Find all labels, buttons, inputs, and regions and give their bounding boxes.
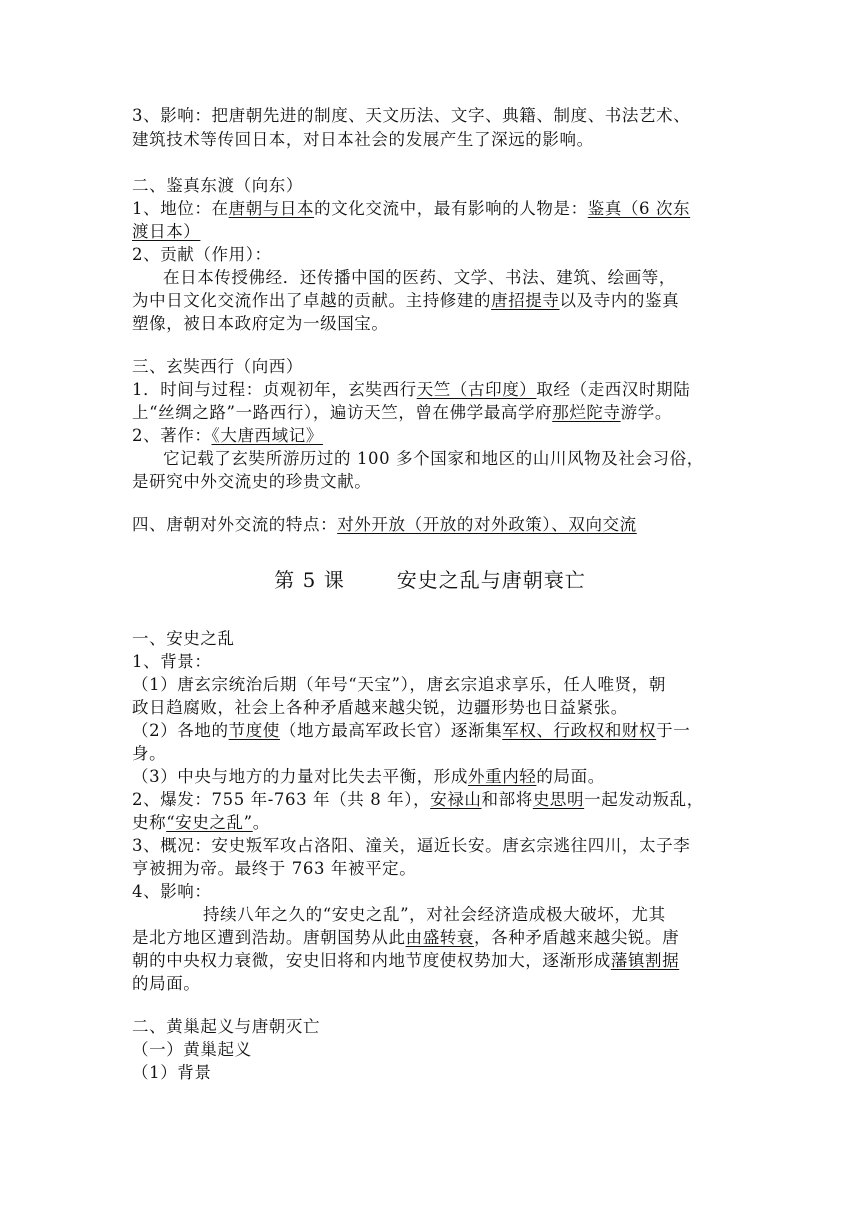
text-line: 建筑技术等传回日本，对日本社会的发展产生了深远的影响。 — [132, 130, 594, 149]
text: 1、地位：在 — [132, 199, 229, 218]
text-line: （1）背景 — [132, 1063, 212, 1082]
text: 四、唐朝对外交流的特点： — [132, 515, 338, 534]
underlined-term: 天竺（古印度） — [416, 380, 537, 399]
underlined-term: 外重内轻 — [468, 767, 537, 786]
text: 1．时间与过程：贞观初年，玄奘西行 — [132, 380, 417, 399]
text-line: 是研究中外交流史的珍贵文献。 — [132, 472, 372, 491]
text-line — [132, 401, 732, 424]
text: 为中日文化交流作出了卓越的贡献。主持修建的 — [132, 291, 492, 310]
text: 的文化交流中，最有影响的人物是： — [314, 199, 588, 218]
text: （3）中央与地方的力量对比失去平衡，形成 — [132, 767, 468, 786]
text-line: 3、概况：安史叛军攻占洛阳、潼关，逼近长安。唐玄宗逃往四川，太子李 — [132, 836, 691, 855]
text-line: 在日本传授佛经．还传播中国的医药、文学、书法、建筑、绘画等， — [163, 268, 676, 287]
underlined-term: 藩镇割据 — [610, 951, 680, 970]
text: 以及寺内的鉴真 — [559, 291, 680, 310]
text-line — [132, 378, 732, 401]
underlined-term: 由盛转衰 — [405, 928, 475, 947]
text-line — [132, 197, 732, 220]
underlined-term: 史思明 — [532, 790, 585, 809]
text: 史称 — [132, 813, 167, 832]
text-line — [132, 788, 732, 811]
text: 是北方地区遭到浩劫。唐朝国势从此 — [132, 928, 406, 947]
text: 。 — [252, 813, 270, 832]
text: 游学。 — [620, 403, 672, 422]
underlined-term: 节度使 — [228, 721, 280, 740]
lesson-number: 第 5 课 — [274, 568, 345, 592]
section-heading — [132, 513, 732, 536]
text-line — [132, 424, 732, 447]
underlined-term: “安史之乱” — [166, 813, 253, 832]
underlined-term: 安禄山 — [430, 790, 482, 809]
text-line: 政日趋腐败，社会上各种矛盾越来越尖锐，边疆形势也日益紧张。 — [132, 698, 628, 717]
text-line: 亨被拥为帝。最终于 763 年被平定。 — [132, 859, 417, 878]
subsection-heading: （一）黄巢起义 — [132, 1040, 252, 1059]
text-line: 1、背景： — [132, 652, 212, 671]
underlined-term: 对外开放（开放的对外政策）、双向交流 — [337, 515, 637, 534]
text: 朝的中央权力衰微，安史旧将和内地节度使权势加大，逐渐形成 — [132, 951, 611, 970]
text-line: 3、影响：把唐朝先进的制度、天文历法、文字、典籍、制度、书法艺术、 — [132, 106, 691, 125]
text-line: （1）唐玄宗统治后期（年号“天宝”），唐玄宗追求享乐，任人唯贤，朝 — [132, 675, 666, 694]
underlined-term: 军权、行政权和财权 — [502, 721, 657, 740]
text: 2、爆发：755 年-763 年（共 8 年）， — [132, 790, 431, 809]
section-heading: 二、黄巢起义与唐朝灭亡 — [132, 1017, 321, 1036]
text-line — [132, 765, 732, 788]
text-line: 塑像，被日本政府定为一级国宝。 — [132, 314, 389, 333]
section-heading: 一、安史之乱 — [132, 629, 235, 648]
text-line: 持续八年之久的“安史之乱”，对社会经济造成极大破坏，尤其 — [203, 905, 666, 924]
lesson-name: 安史之乱与唐朝衰亡 — [396, 568, 586, 592]
lesson-title — [0, 567, 860, 593]
text-line: 4、影响： — [132, 882, 212, 901]
text: 和部将 — [481, 790, 533, 809]
section-heading: 二、鉴真东渡（向东） — [132, 176, 303, 195]
underlined-term: 唐朝与日本 — [228, 199, 315, 218]
text-line — [132, 811, 732, 834]
text-line: 的局面。 — [132, 974, 201, 993]
text: 取经（走西汉时期陆 — [536, 380, 691, 399]
underlined-term: 渡日本） — [132, 222, 201, 241]
text-line: 它记载了玄奘所游历过的 100 多个国家和地区的山川风物及社会习俗， — [163, 449, 704, 468]
text: ，各种矛盾越来越尖锐。唐 — [474, 928, 680, 947]
underlined-term: 鉴真（6 次东 — [587, 199, 691, 218]
underlined-term: 唐招提寺 — [491, 291, 560, 310]
text: （2）各地的 — [132, 721, 229, 740]
text-line — [132, 289, 732, 312]
underlined-term: 《大唐西域记》 — [211, 426, 323, 445]
text: 2、著作： — [132, 426, 212, 445]
text: 于一 — [656, 721, 691, 740]
text: 上“丝绸之路”一路西行），遍访天竺，曾在佛学最高学府 — [132, 403, 553, 422]
text-line — [132, 220, 732, 243]
text-line — [132, 926, 732, 949]
section-heading: 三、玄奘西行（向西） — [132, 357, 303, 376]
text-line: 身。 — [132, 744, 167, 763]
text: 一起发动叛乱， — [584, 790, 704, 809]
text-line — [132, 719, 732, 742]
text: 的局面。 — [536, 767, 605, 786]
text-line: 2、贡献（作用）： — [132, 245, 272, 264]
underlined-term: 那烂陀寺 — [552, 403, 621, 422]
text: （地方最高军政长官）逐渐集 — [279, 721, 503, 740]
text-line — [132, 949, 732, 972]
